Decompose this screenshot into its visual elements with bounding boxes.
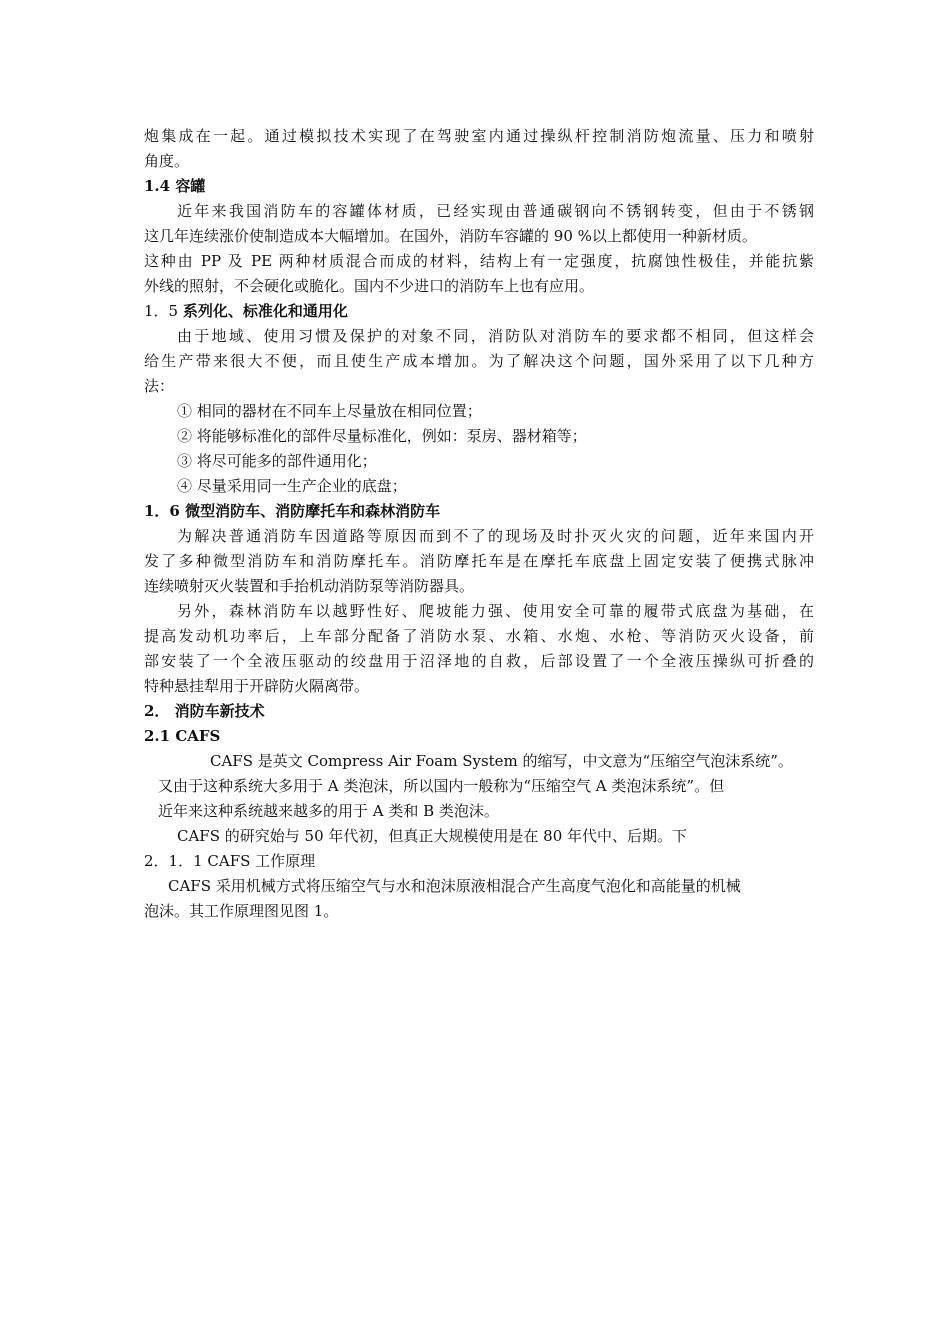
section-title: 系列化、标准化和通用化 bbox=[182, 302, 348, 320]
paragraph-line: 角度。 bbox=[144, 152, 190, 170]
section-number: 1．5 bbox=[144, 302, 183, 320]
document-body bbox=[144, 124, 814, 924]
paragraph-line: CAFS 采用机械方式将压缩空气与水和泡沫原液相混合产生高度气泡化和高能量的机械 bbox=[168, 877, 741, 895]
paragraph-line: CAFS 是英文 Compress Air Foam System 的缩写，中文意为“压缩空气泡沫系统”。 bbox=[210, 752, 793, 770]
paragraph-line: 又由于这种系统大多用于 A 类泡沫，所以国内一般称为“压缩空气 A 类泡沫系统”。但 bbox=[158, 777, 725, 795]
paragraph-line: 由于地域、使用习惯及保护的对象不同，消防队对消防车的要求都不相同，但这样会 bbox=[177, 327, 814, 345]
paragraph-line: 提高发动机功率后，上车部分配备了消防水泵、水箱、水炮、水枪、等消防灭火设备，前 bbox=[144, 627, 814, 645]
section-heading-1-5 bbox=[144, 299, 814, 324]
paragraph-line: 另外，森林消防车以越野性好、爬坡能力强、使用安全可靠的履带式底盘为基础，在 bbox=[177, 602, 814, 620]
paragraph-line: 特种悬挂犁用于开辟防火隔离带。 bbox=[144, 677, 370, 695]
paragraph-line: 部安装了一个全液压驱动的绞盘用于沼泽地的自救，后部设置了一个全液压操纵可折叠的 bbox=[144, 652, 814, 670]
paragraph-line: 法： bbox=[144, 377, 175, 395]
list-item: ④ 尽量采用同一生产企业的底盘； bbox=[177, 477, 407, 495]
paragraph-line: 发了多种微型消防车和消防摩托车。消防摩托车是在摩托车底盘上固定安装了便携式脉冲 bbox=[144, 552, 814, 570]
paragraph-line: 外线的照射，不会硬化或脆化。国内不少进口的消防车上也有应用。 bbox=[144, 277, 595, 295]
section-heading-1-6: 1．6 微型消防车、消防摩托车和森林消防车 bbox=[144, 502, 441, 520]
paragraph-line: 炮集成在一起。通过模拟技术实现了在驾驶室内通过操纵杆控制消防炮流量、压力和喷射 bbox=[144, 127, 814, 145]
paragraph-line: 为解决普通消防车因道路等原因而到不了的现场及时扑灭火灾的问题，近年来国内开 bbox=[177, 527, 814, 545]
list-item: ③ 将尽可能多的部件通用化； bbox=[177, 452, 377, 470]
paragraph-line: 这种由 PP 及 PE 两种材质混合而成的材料，结构上有一定强度，抗腐蚀性极佳，并能抗紫 bbox=[144, 252, 814, 270]
paragraph-line: CAFS 的研究始与 50 年代初，但真正大规模使用是在 80 年代中、后期。下 bbox=[177, 827, 688, 845]
paragraph-line: 近年来这种系统越来越多的用于 A 类和 B 类泡沫。 bbox=[158, 802, 499, 820]
paragraph-line: 这几年连续涨价使制造成本大幅增加。在国外，消防车容罐的 90 %以上都使用一种新材质。 bbox=[144, 227, 757, 245]
list-item: ① 相同的器材在不同车上尽量放在相同位置； bbox=[177, 402, 482, 420]
paragraph-line: 给生产带来很大不便，而且使生产成本增加。为了解决这个问题，国外采用了以下几种方 bbox=[144, 352, 814, 370]
section-heading-2: 2． 消防车新技术 bbox=[144, 702, 265, 720]
section-heading-2-1: 2.1 CAFS bbox=[144, 727, 221, 745]
list-item: ② 将能够标准化的部件尽量标准化，例如：泵房、器材箱等； bbox=[177, 427, 587, 445]
section-heading-2-1-1: 2．1．1 CAFS 工作原理 bbox=[144, 852, 316, 870]
paragraph-line: 泡沫。其工作原理图见图 1。 bbox=[144, 902, 339, 920]
paragraph-line: 近年来我国消防车的容罐体材质，已经实现由普通碳钢向不锈钢转变，但由于不锈钢 bbox=[177, 202, 814, 220]
paragraph-line: 连续喷射灭火装置和手抬机动消防泵等消防器具。 bbox=[144, 577, 475, 595]
section-heading-1-4: 1.4 容罐 bbox=[144, 177, 206, 195]
